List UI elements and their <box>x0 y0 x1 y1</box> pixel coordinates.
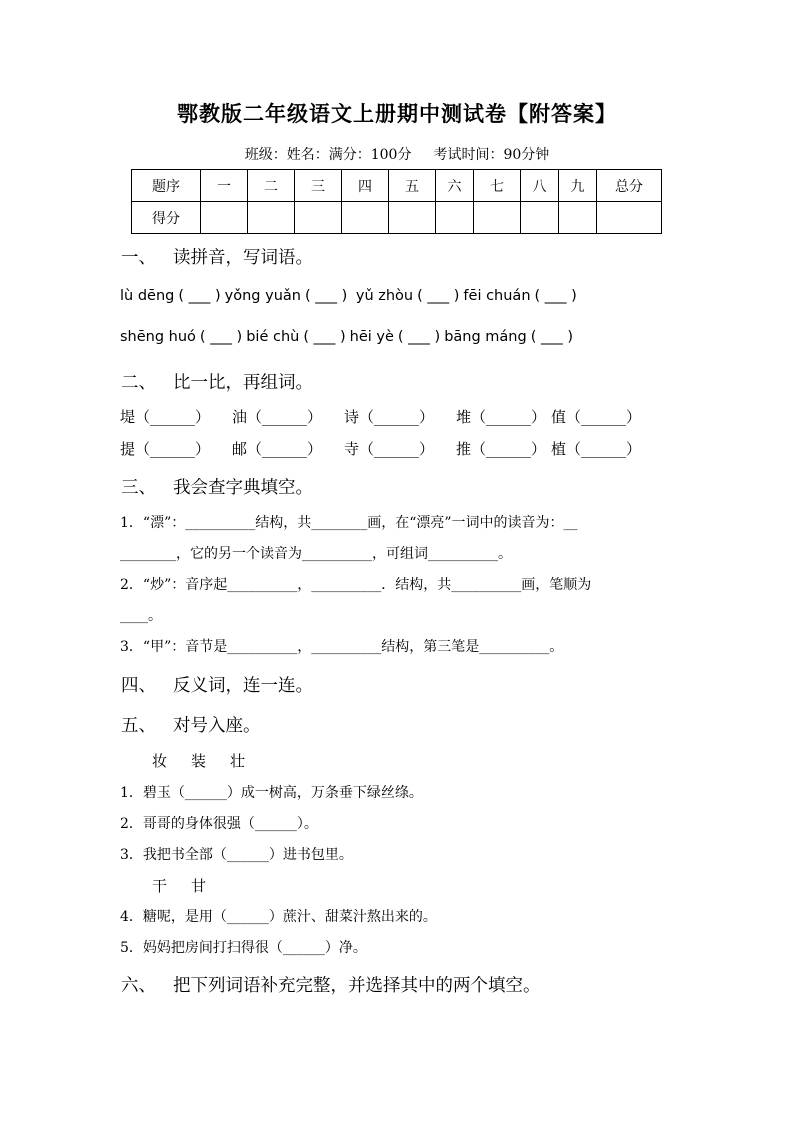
fill-item-2[interactable]: 2．哥哥的身体很强（______）。 <box>120 816 318 832</box>
score-cell[interactable] <box>201 202 248 234</box>
dictionary-q1-line-1[interactable]: 1．“漂”：__________结构，共________画，在“漂亮”一词中的读音为：__ <box>120 515 578 531</box>
word-option: 壮 <box>230 752 246 770</box>
section-number: 二、 <box>121 373 156 393</box>
pinyin-word: bié chù <box>246 329 300 345</box>
header-cell: 六 <box>436 170 474 202</box>
word-option: 妆 <box>152 752 168 770</box>
answer-blank[interactable]: （______） <box>359 440 435 458</box>
section-4-heading <box>121 672 313 697</box>
score-cell[interactable] <box>474 202 521 234</box>
answer-blank[interactable]: （______） <box>471 440 547 458</box>
answer-blank[interactable]: ( ___ ) <box>178 288 221 304</box>
answer-blank[interactable]: ( ___ ) <box>303 329 346 345</box>
info-time: 考试时间：90分钟 <box>433 147 550 163</box>
compare-char: 邮 <box>232 440 248 458</box>
pinyin-word: hēi yè <box>349 329 394 345</box>
answer-blank[interactable]: （______） <box>471 408 547 426</box>
section-number: 六、 <box>121 976 156 996</box>
pinyin-word: bāng máng <box>444 329 527 345</box>
score-cell[interactable] <box>295 202 342 234</box>
section-title: 反义词，连一连。 <box>173 676 313 696</box>
answer-blank[interactable]: （______） <box>359 408 435 426</box>
score-cell[interactable] <box>559 202 597 234</box>
compare-item <box>232 438 322 459</box>
compare-char: 堆 <box>456 408 472 426</box>
compare-item <box>344 406 434 427</box>
compare-item <box>120 406 210 427</box>
word-option: 装 <box>191 752 207 770</box>
section-title: 对号入座。 <box>173 716 261 736</box>
compare-item <box>456 406 546 427</box>
section-number: 五、 <box>121 716 156 736</box>
pinyin-word: lù dēng <box>120 288 175 304</box>
section-title: 比一比，再组词。 <box>173 373 313 393</box>
answer-blank[interactable]: ( ___ ) <box>530 329 573 345</box>
fill-item-1[interactable]: 1．碧玉（______）成一树高，万条垂下绿丝绦。 <box>120 785 423 801</box>
fill-item-4[interactable]: 4．糖呢，是用（______）蔗汁、甜菜汁熬出来的。 <box>120 909 437 925</box>
dictionary-q3[interactable]: 3．“甲”：音节是__________，__________结构，第三笔是__________。 <box>120 639 564 655</box>
header-cell: 二 <box>248 170 295 202</box>
compare-item <box>456 438 546 459</box>
section-number: 三、 <box>121 478 156 498</box>
answer-blank[interactable]: （______） <box>135 440 211 458</box>
compare-item <box>551 406 641 427</box>
compare-char: 堤 <box>120 408 136 426</box>
header-cell: 一 <box>201 170 248 202</box>
pinyin-row-1 <box>120 288 581 304</box>
compare-item <box>232 406 322 427</box>
answer-blank[interactable]: ( ___ ) <box>397 329 441 345</box>
section-title: 我会查字典填空。 <box>173 478 313 498</box>
answer-blank[interactable]: ( ___ ) <box>417 288 460 304</box>
section-number: 四、 <box>121 676 156 696</box>
answer-blank[interactable]: ( ___ ) <box>199 329 243 345</box>
pinyin-word: yǔ zhòu <box>355 288 414 304</box>
compare-item <box>120 438 210 459</box>
answer-blank[interactable]: （______） <box>566 440 642 458</box>
fill-item-5[interactable]: 5．妈妈把房间打扫得很（______）净。 <box>120 940 367 956</box>
section-title: 读拼音，写词语。 <box>173 248 313 268</box>
exam-info <box>0 144 794 164</box>
section-2-heading <box>121 369 313 394</box>
info-class-name-score: 班级：姓名：满分：100分 <box>244 147 412 163</box>
header-cell: 题序 <box>132 170 201 202</box>
compare-item <box>551 438 641 459</box>
section-5-heading <box>121 712 261 737</box>
compare-item <box>344 438 434 459</box>
compare-char: 推 <box>456 440 472 458</box>
pinyin-word: yǒng yuǎn <box>224 288 301 304</box>
pinyin-row-2 <box>120 329 577 345</box>
header-cell: 八 <box>521 170 559 202</box>
compare-char: 提 <box>120 440 136 458</box>
compare-char: 植 <box>551 440 567 458</box>
header-cell: 三 <box>295 170 342 202</box>
score-cell[interactable] <box>248 202 295 234</box>
score-cell[interactable] <box>342 202 389 234</box>
pinyin-word: shēng huó <box>120 329 196 345</box>
answer-blank[interactable]: （______） <box>566 408 642 426</box>
fill-item-3[interactable]: 3．我把书全部（______）进书包里。 <box>120 847 353 863</box>
answer-blank[interactable]: ( ___ ) <box>304 288 348 304</box>
compare-char: 值 <box>551 408 567 426</box>
score-cell[interactable] <box>389 202 436 234</box>
page-title: 鄂教版二年级语文上册期中测试卷【附答案】 <box>177 101 617 126</box>
pinyin-word: fēi chuán <box>463 288 531 304</box>
score-cell[interactable] <box>597 202 662 234</box>
dictionary-q2-line-1[interactable]: 2．“炒”：音序起__________，__________．结构，共__________画，笔顺为 <box>120 577 592 593</box>
word-options-1 <box>152 750 269 771</box>
header-cell: 九 <box>559 170 597 202</box>
score-cell[interactable] <box>436 202 474 234</box>
section-1-heading <box>121 244 313 269</box>
answer-blank[interactable]: ( ___ ) <box>534 288 577 304</box>
compare-char: 诗 <box>344 408 360 426</box>
compare-char: 油 <box>232 408 248 426</box>
compare-char: 寺 <box>344 440 360 458</box>
dictionary-q1-line-2[interactable]: ________，它的另一个读音为__________，可组词__________。 <box>120 546 512 562</box>
answer-blank[interactable]: （______） <box>247 440 323 458</box>
score-table <box>131 169 662 234</box>
header-cell: 四 <box>342 170 389 202</box>
row-label: 得分 <box>132 202 201 234</box>
answer-blank[interactable]: （______） <box>247 408 323 426</box>
score-cell[interactable] <box>521 202 559 234</box>
section-6-heading <box>121 972 541 997</box>
header-cell: 五 <box>389 170 436 202</box>
word-options-2 <box>152 875 230 896</box>
dictionary-q2-line-2[interactable]: ____。 <box>120 608 162 624</box>
score-table-header-row <box>132 170 662 202</box>
section-3-heading <box>121 474 313 499</box>
header-cell: 总分 <box>597 170 662 202</box>
section-number: 一、 <box>121 248 156 268</box>
score-table-score-row <box>132 202 662 234</box>
section-title: 把下列词语补充完整，并选择其中的两个填空。 <box>173 976 541 996</box>
word-option: 甘 <box>191 877 207 895</box>
header-cell: 七 <box>474 170 521 202</box>
answer-blank[interactable]: （______） <box>135 408 211 426</box>
word-option: 干 <box>152 877 168 895</box>
